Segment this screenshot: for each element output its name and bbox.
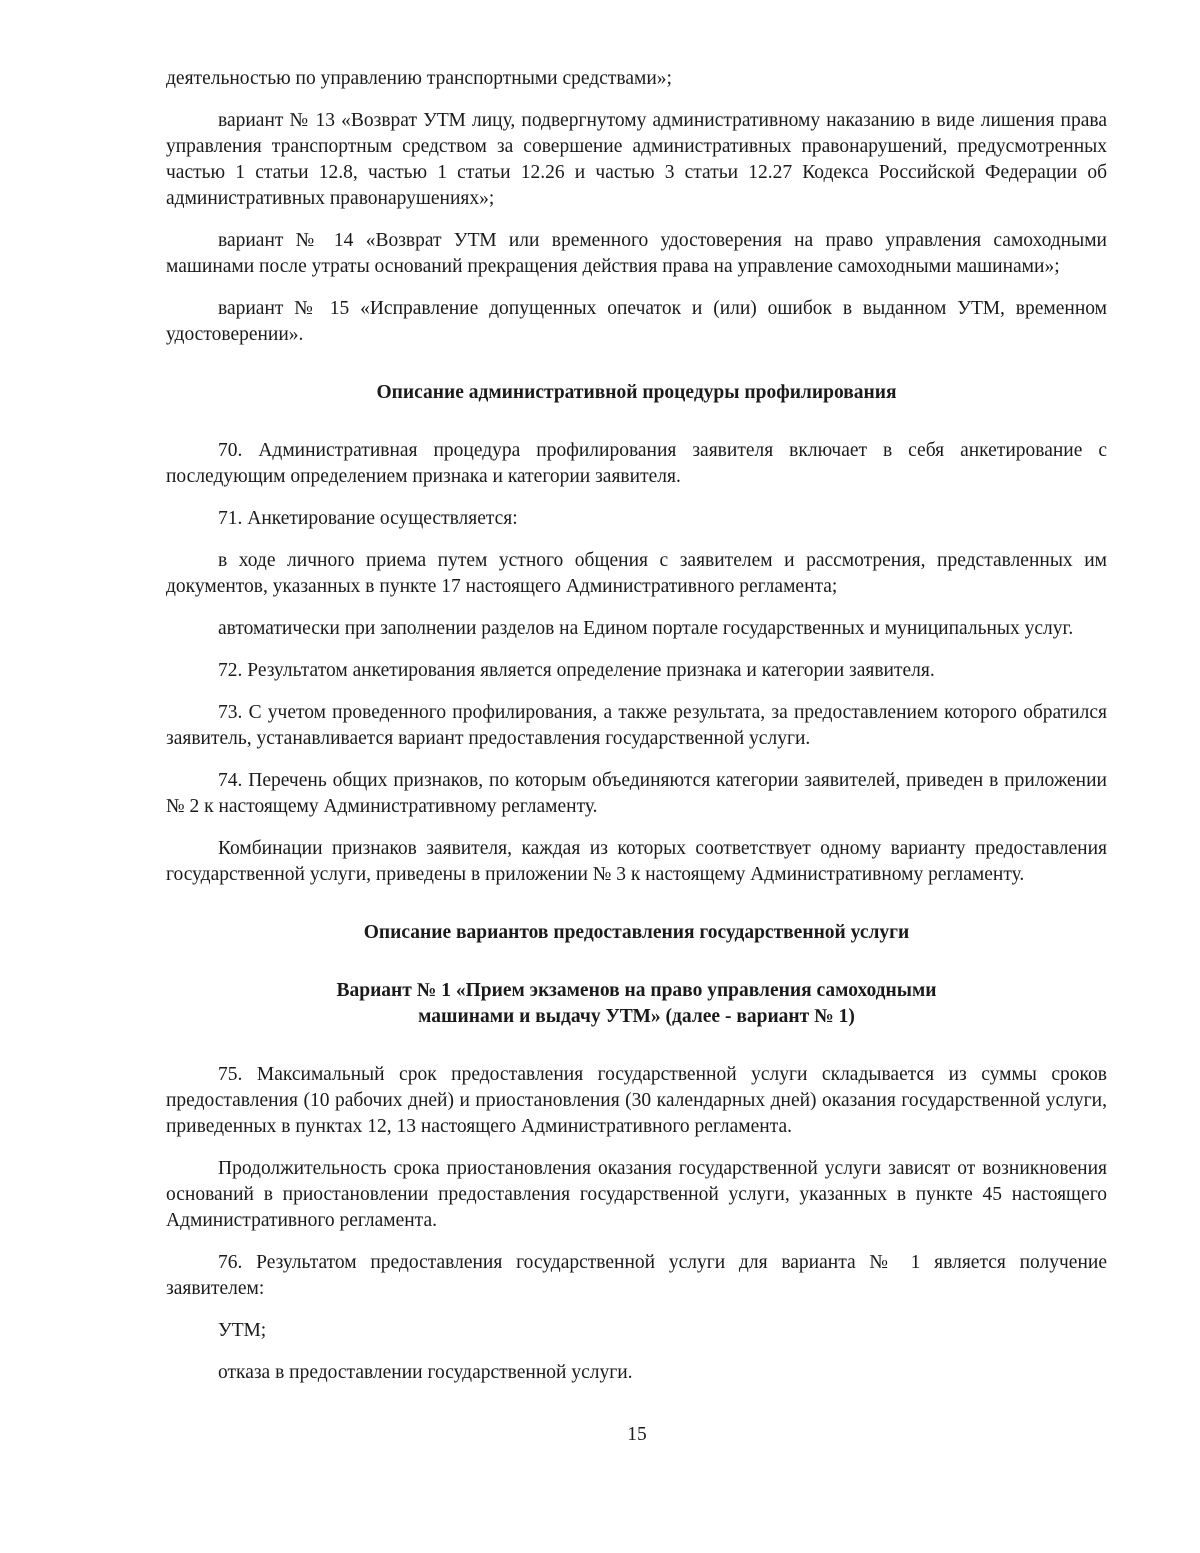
paragraph-73: 73. С учетом проведенного профилирования, а также результата, за предоставлением которого обратился заявитель, устанавливается вариант предоставления государственной услуги. xyxy=(166,702,1107,749)
paragraph-75-duration: Продолжительность срока приостановления оказания государственной услуги зависят от возникновения оснований в приостановлении предоставления государственной услуги, указанных в пункте 45 настоящего Административного регламента. xyxy=(166,1158,1107,1231)
paragraph-74-combinations: Комбинации признаков заявителя, каждая из которых соответствует одному варианту предоставления государственной услуги, приведены в приложении № 3 к настоящему Административному регламенту. xyxy=(166,838,1107,885)
page-number: 15 xyxy=(627,1424,647,1445)
paragraph-76: 76. Результатом предоставления государственной услуги для варианта № 1 является получение заявителем: xyxy=(166,1252,1107,1299)
paragraph-71-personal-reception: в ходе личного приема путем устного общения с заявителем и рассмотрения, представленных им документов, указанных в пункте 17 настоящего Административного регламента; xyxy=(166,550,1107,597)
document-page xyxy=(166,66,1107,1386)
paragraph-74: 74. Перечень общих признаков, по которым объединяются категории заявителей, приведен в приложении № 2 к настоящему Административному регламенту. xyxy=(166,770,1107,817)
paragraph-76-refusal: отказа в предоставлении государственной услуги. xyxy=(218,1362,633,1383)
paragraph-variant-15: вариант № 15 «Исправление допущенных опечаток и (или) ошибок в выданном УТМ, временном удостоверении». xyxy=(166,298,1107,345)
paragraph-variant-13: вариант № 13 «Возврат УТМ лицу, подвергнутому административному наказанию в виде лишения права управления транспортным средством за совершение административных правонарушений, предусмотренных частью 1 статьи 12.8, частью 1 статьи 12.26 и частью 3 статьи 12.27 Кодекса Российской Федерации об административных правонарушениях»; xyxy=(166,110,1107,209)
paragraph-72: 72. Результатом анкетирования является определение признака и категории заявителя. xyxy=(218,660,935,681)
paragraph-75: 75. Максимальный срок предоставления государственной услуги складывается из суммы сроков предоставления (10 рабочих дней) и приостановления (30 календарных дней) оказания государственной услуги, приведенных в пунктах 12, 13 настоящего Административного регламента. xyxy=(166,1064,1107,1137)
paragraph-70: 70. Административная процедура профилирования заявителя включает в себя анкетирование с последующим определением признака и категории заявителя. xyxy=(166,440,1107,487)
heading-service-variants: Описание вариантов предоставления государственной услуги xyxy=(363,922,910,943)
paragraph-76-utm: УТМ; xyxy=(218,1320,267,1341)
paragraph-71: 71. Анкетирование осуществляется: xyxy=(218,508,518,529)
heading-variant-1: Вариант № 1 «Прием экзаменов на право управления самоходными машинами и выдачу УТМ» (далее - вариант № 1) xyxy=(336,980,937,1027)
paragraph-71-automatic: автоматически при заполнении разделов на Едином портале государственных и муниципальных услуг. xyxy=(218,618,1074,639)
heading-profiling-procedure: Описание административной процедуры профилирования xyxy=(376,382,897,403)
paragraph-variant-14: вариант № 14 «Возврат УТМ или временного удостоверения на право управления самоходными машинами после утраты оснований прекращения действия права на управление самоходными машинами»; xyxy=(166,230,1107,277)
paragraph-continuation: деятельностью по управлению транспортными средствами»; xyxy=(166,68,672,89)
